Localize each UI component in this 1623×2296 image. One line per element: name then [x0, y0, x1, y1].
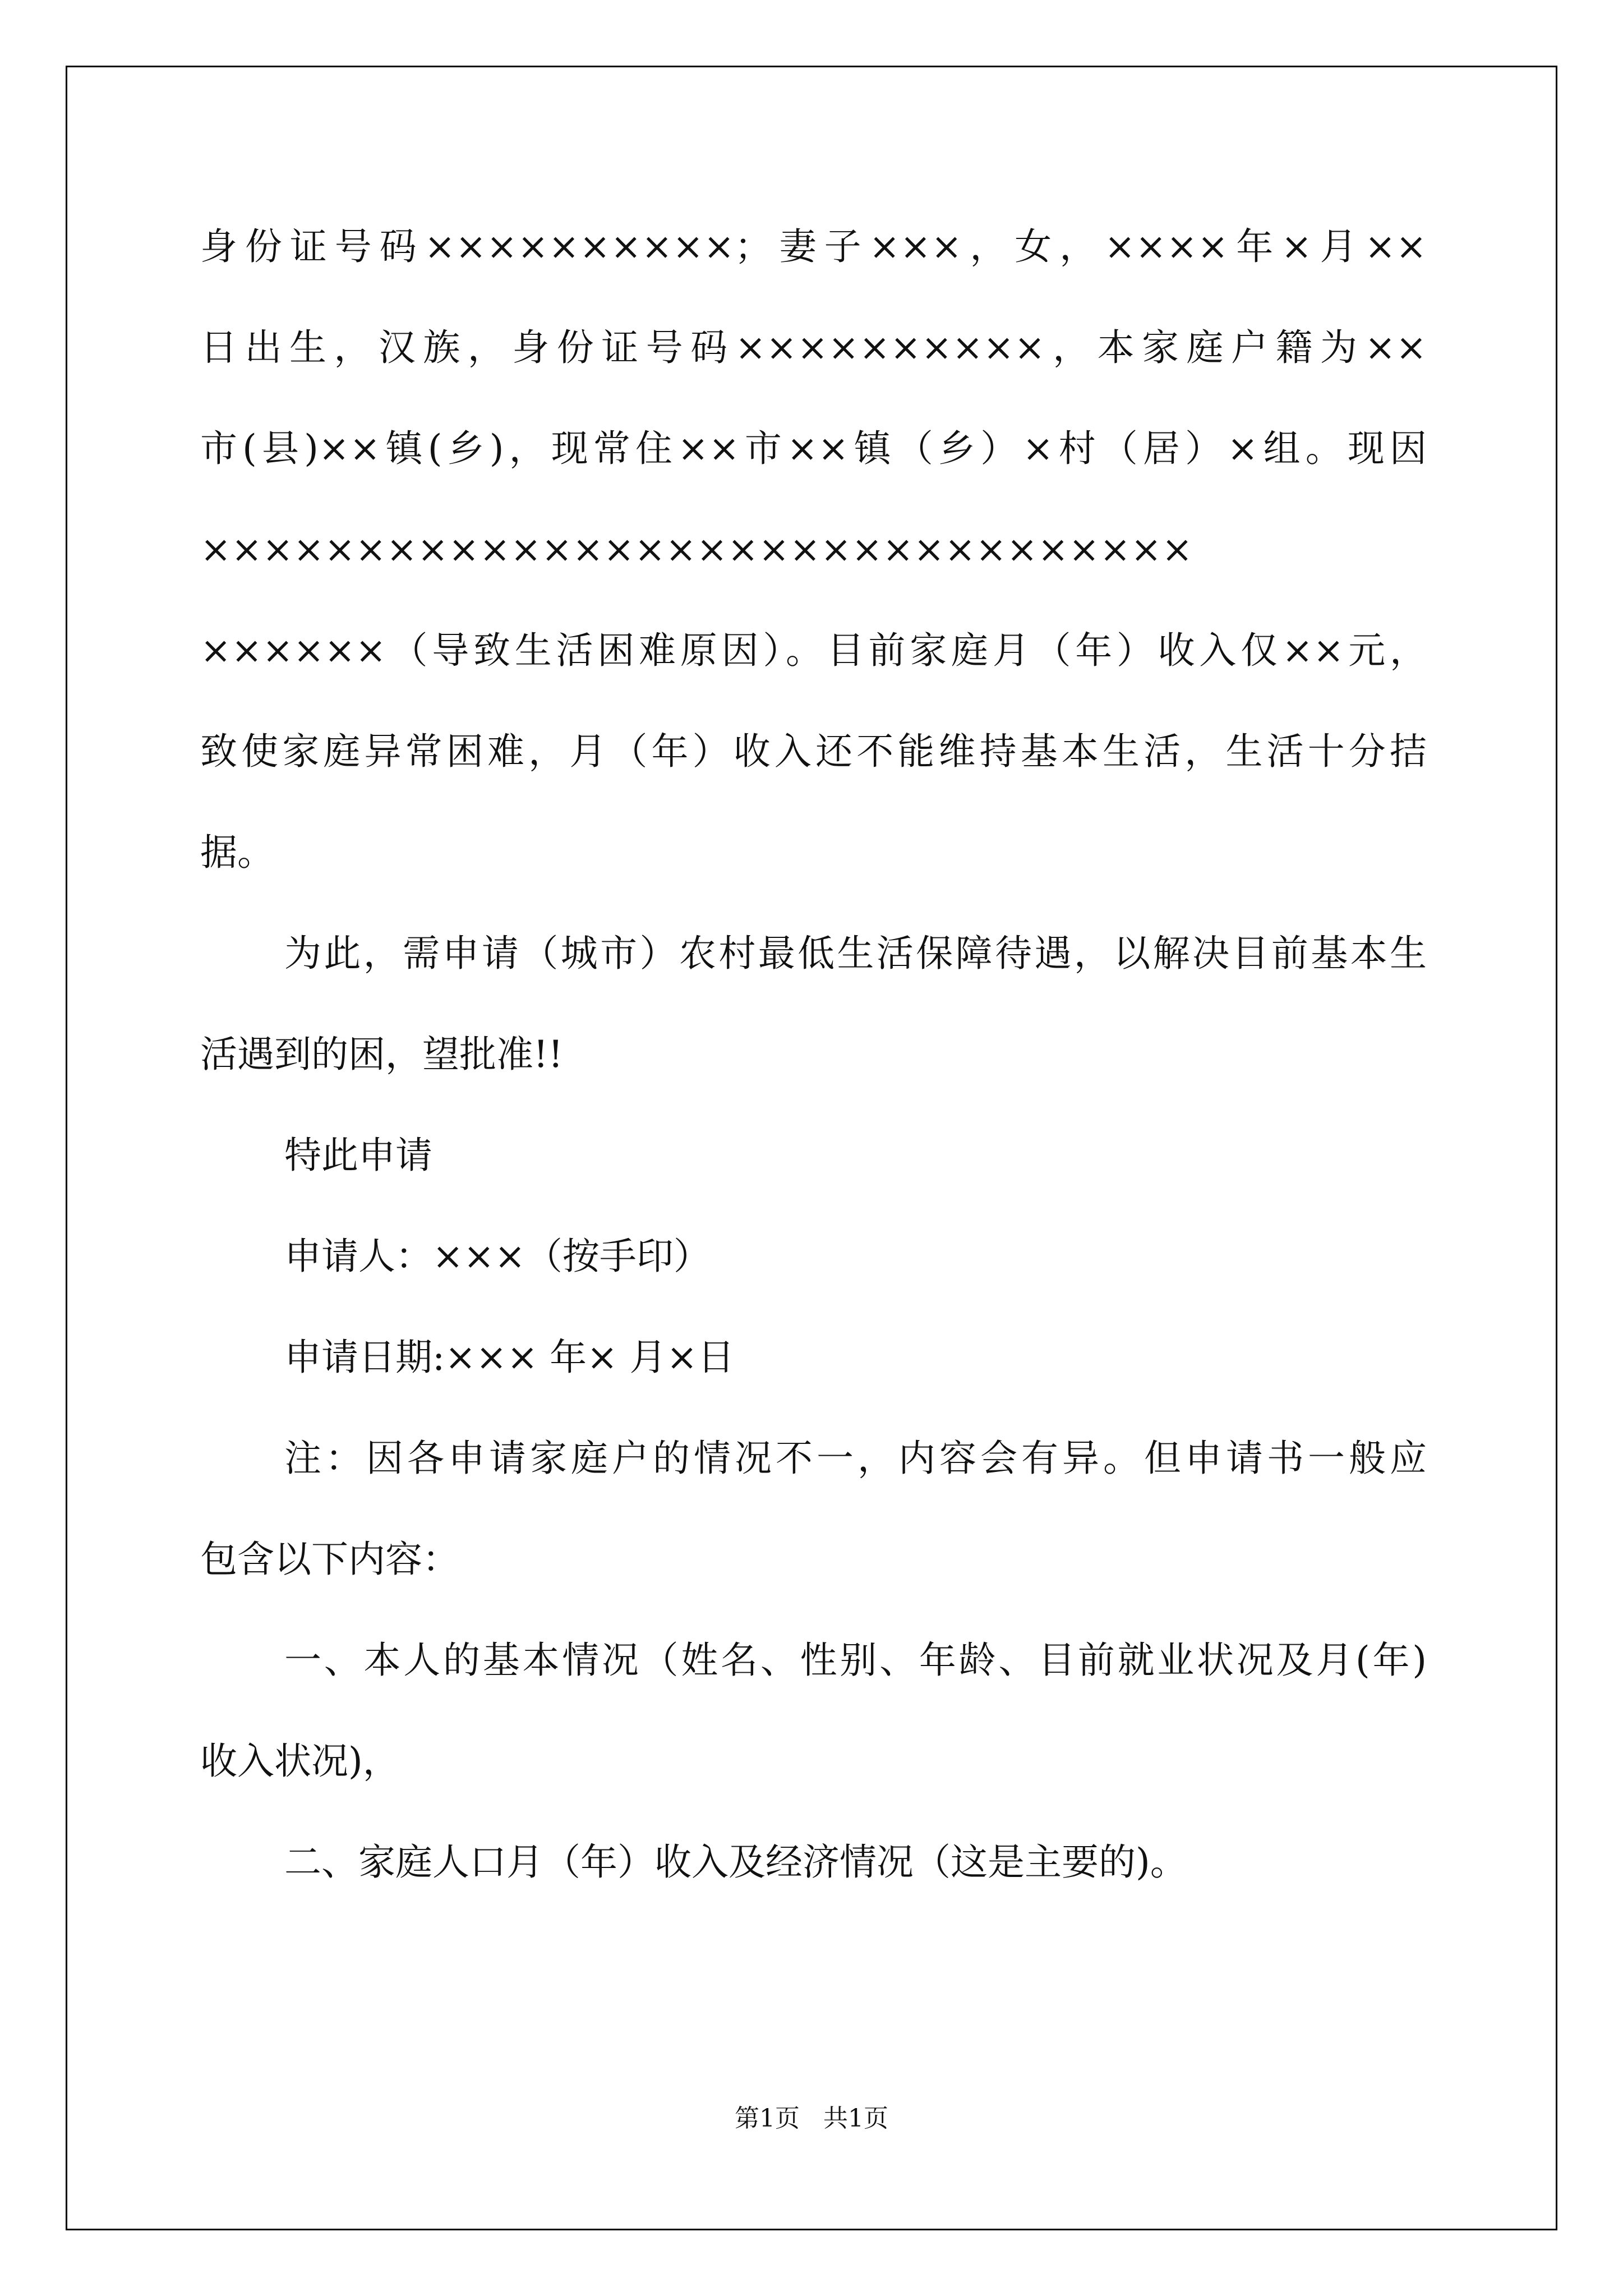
text-line: 日出生，汉族，身份证号码××××××××××，本家庭户籍为×× [200, 326, 1427, 369]
text-line: ×××××××××××××××××××××××××××××××× [200, 528, 1193, 571]
text-line: 包含以下内容： [200, 1538, 459, 1581]
text-line: 申请日期:××× 年× 月×日 [284, 1336, 735, 1379]
text-line: 注：因各申请家庭户的情况不一，内容会有异。但申请书一般应 [284, 1437, 1427, 1480]
text-line: 特此申请 [284, 1134, 432, 1177]
page-footer: 第1页 共1页 [735, 2104, 888, 2133]
text-line: ××××××（导致生活困难原因）。目前家庭月（年）收入仅××元， [200, 629, 1427, 672]
document-body [200, 196, 1427, 1913]
text-line: 身份证号码××××××××××；妻子×××，女，××××年×月×× [200, 225, 1427, 268]
text-line: 二、家庭人口月（年）收入及经济情况（这是主要的)。 [284, 1841, 1187, 1884]
text-line: 收入状况)， [200, 1740, 400, 1783]
text-line: 活遇到的困，望批准!! [200, 1033, 564, 1076]
text-line: 为此，需申请（城市）农村最低生活保障待遇，以解决目前基本生 [284, 932, 1427, 975]
text-line: 一、本人的基本情况（姓名、性别、年龄、目前就业状况及月(年) [284, 1639, 1427, 1682]
text-line: 致使家庭异常困难，月（年）收入还不能维持基本生活，生活十分拮 [200, 730, 1427, 773]
text-line: 申请人：×××（按手印） [284, 1235, 711, 1278]
text-line: 市(县)××镇(乡)，现常住××市××镇（乡）×村（居）×组。现因 [200, 427, 1427, 470]
text-line: 据。 [200, 831, 274, 874]
